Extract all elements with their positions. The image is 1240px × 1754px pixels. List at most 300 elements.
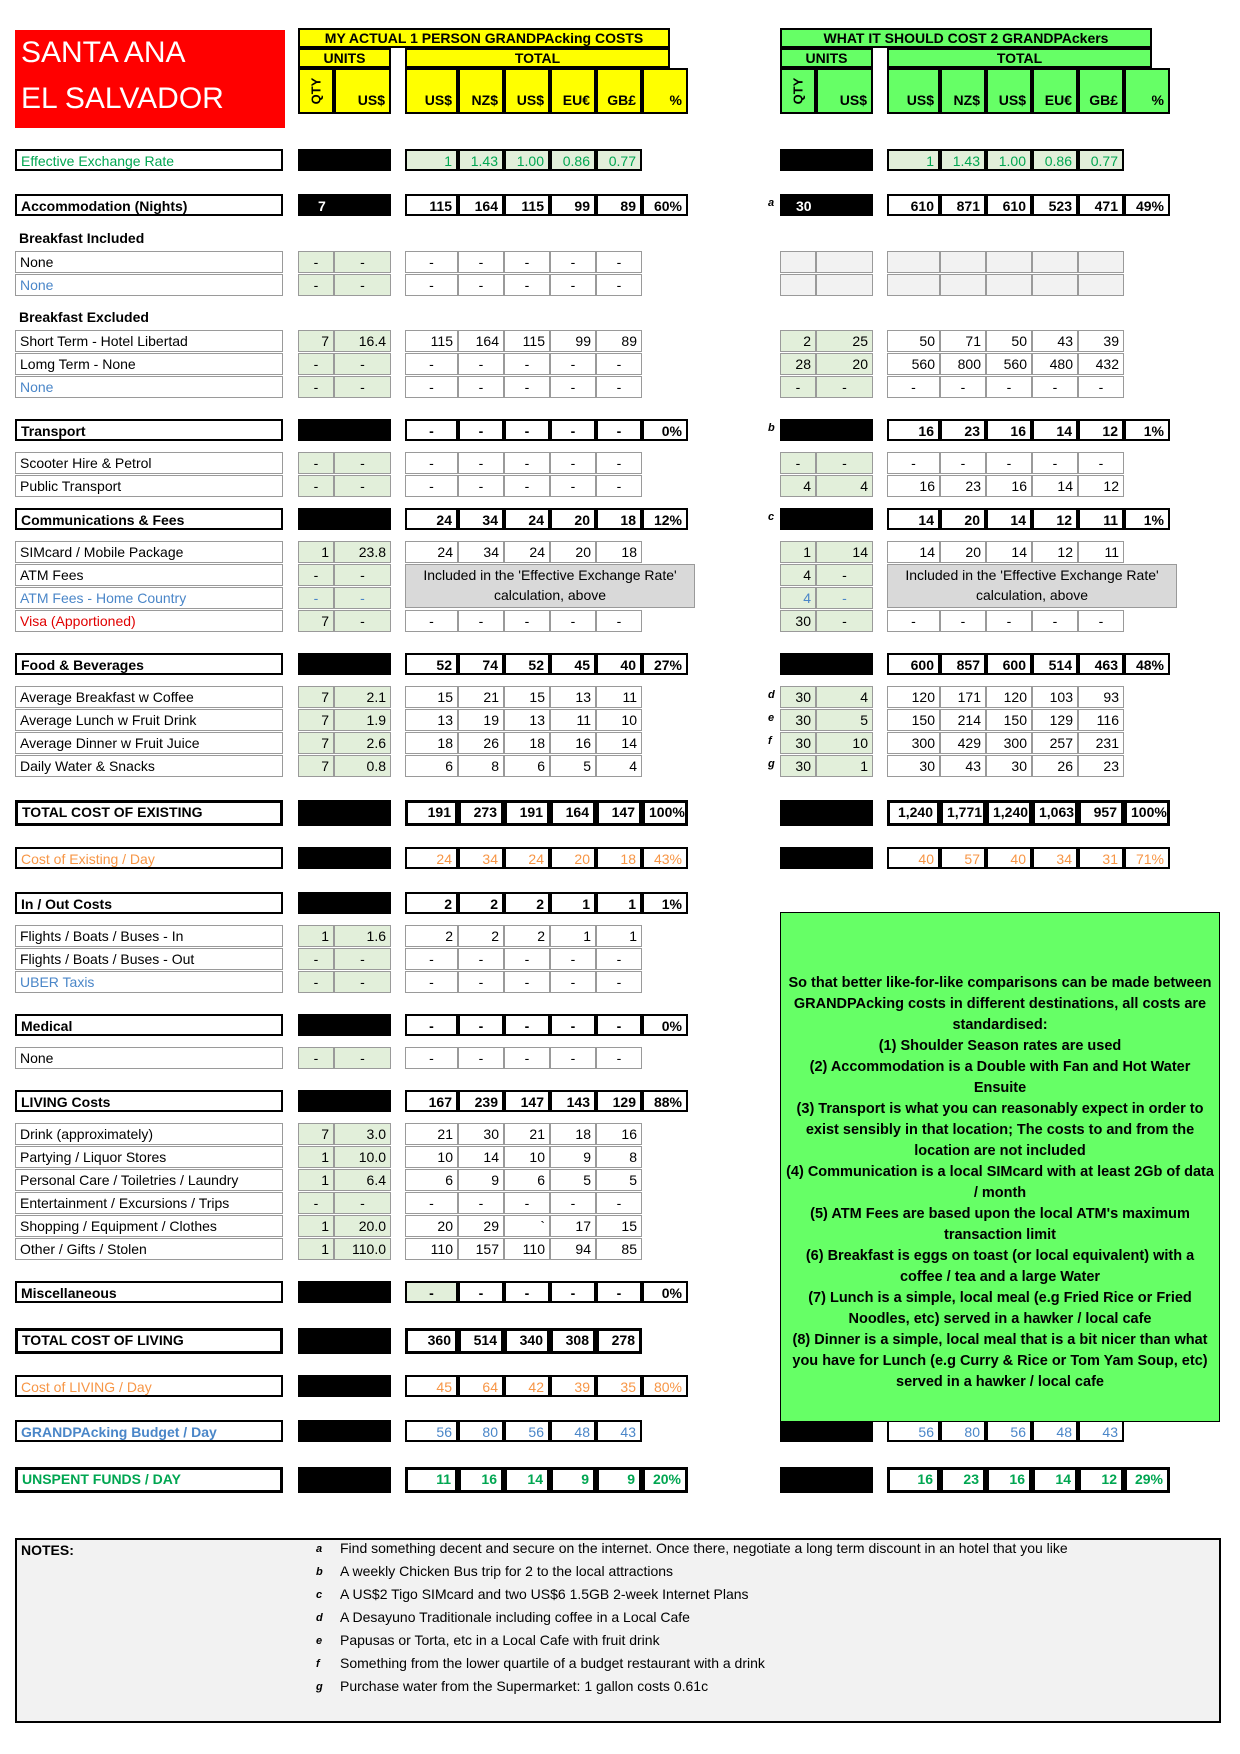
note-text-0: Find something decent and secure on the internet. Once there, negotiate a long term discount in an hotel that you like — [340, 1540, 1068, 1556]
left-value-32-3: 9 — [550, 1146, 596, 1168]
left-value-16-3: - — [550, 610, 596, 632]
should-col-header-0: US$ — [887, 68, 940, 114]
left-value-26-0: - — [405, 948, 458, 970]
right-value-3-2 — [986, 251, 1032, 273]
left-qty-4: - — [298, 274, 334, 296]
left-value-4-4: - — [596, 274, 642, 296]
right-value-19-0: 150 — [887, 709, 940, 731]
left-merged-line-0: Included in the 'Effective Exchange Rate' — [423, 567, 677, 583]
left-value-31-2: 21 — [504, 1123, 550, 1145]
row-label-15: ATM Fees - Home Country — [15, 587, 283, 609]
right-value-0-2: 1.00 — [986, 149, 1032, 171]
right-value-20-4: 231 — [1078, 732, 1124, 754]
right-value-16-4: - — [1078, 610, 1124, 632]
left-value-12-3: 20 — [550, 508, 596, 530]
left-value-39-1: 64 — [458, 1375, 504, 1397]
left-value-8-0: - — [405, 376, 458, 398]
left-qty-7: - — [298, 353, 334, 375]
right-value-7-4: 432 — [1078, 353, 1124, 375]
right-value-22-3: 1,063 — [1032, 800, 1078, 826]
row-mark-21: g — [768, 758, 775, 770]
right-value-11-3: 14 — [1032, 475, 1078, 497]
left-unit-usd-11: - — [334, 475, 391, 497]
left-qty-25: 1 — [298, 925, 334, 947]
row-label-5: Breakfast Excluded — [19, 309, 149, 325]
right-units-black-40 — [780, 1420, 873, 1442]
row-label-34: Entertainment / Excursions / Trips — [15, 1192, 283, 1214]
left-value-31-0: 21 — [405, 1123, 458, 1145]
left-value-16-1: - — [458, 610, 504, 632]
row-label-17: Food & Beverages — [15, 653, 283, 675]
row-label-8: None — [15, 376, 283, 398]
row-label-36: Other / Gifts / Stolen — [15, 1238, 283, 1260]
right-value-12-2: 14 — [986, 508, 1032, 530]
left-value-6-4: 89 — [596, 330, 642, 352]
left-value-22-2: 191 — [504, 800, 550, 826]
left-units-black-28 — [298, 1014, 391, 1036]
left-unit-usd-10: - — [334, 452, 391, 474]
left-value-7-3: - — [550, 353, 596, 375]
left-value-22-5: 100% — [642, 800, 688, 826]
left-value-20-1: 26 — [458, 732, 504, 754]
right-qty-13: 1 — [780, 541, 816, 563]
right-value-9-1: 23 — [940, 419, 986, 441]
left-value-21-4: 4 — [596, 755, 642, 777]
right-units-black-41 — [780, 1467, 873, 1493]
right-value-41-0: 16 — [887, 1467, 940, 1493]
row-label-35: Shopping / Equipment / Clothes — [15, 1215, 283, 1237]
standardisation-line-0: So that better like-for-like comparisons can be made between GRANDPAcking costs in different destinations, all costs are standardised: — [788, 975, 1212, 1033]
left-value-13-4: 18 — [596, 541, 642, 563]
left-value-6-0: 115 — [405, 330, 458, 352]
right-value-23-3: 34 — [1032, 847, 1078, 869]
left-value-9-5: 0% — [642, 419, 688, 441]
left-value-29-2: - — [504, 1047, 550, 1069]
left-value-19-1: 19 — [458, 709, 504, 731]
right-value-22-4: 957 — [1078, 800, 1124, 826]
row-label-18: Average Breakfast w Coffee — [15, 686, 283, 708]
right-qty-14: 4 — [780, 564, 816, 586]
left-value-25-1: 2 — [458, 925, 504, 947]
left-value-40-4: 43 — [596, 1420, 642, 1442]
row-label-14: ATM Fees — [15, 564, 283, 586]
right-value-22-0: 1,240 — [887, 800, 940, 826]
right-value-9-4: 12 — [1078, 419, 1124, 441]
left-value-29-1: - — [458, 1047, 504, 1069]
right-qty-8: - — [780, 376, 816, 398]
left-unit-usd-19: 1.9 — [334, 709, 391, 731]
left-value-24-0: 2 — [405, 892, 458, 914]
right-value-10-4: - — [1078, 452, 1124, 474]
right-value-8-4: - — [1078, 376, 1124, 398]
left-value-0-2: 1.00 — [504, 149, 550, 171]
left-value-13-1: 34 — [458, 541, 504, 563]
right-qty-10: - — [780, 452, 816, 474]
left-value-23-1: 34 — [458, 847, 504, 869]
left-value-39-3: 39 — [550, 1375, 596, 1397]
left-unit-usd-20: 2.6 — [334, 732, 391, 754]
standardisation-note-box — [780, 912, 1220, 1422]
right-value-3-3 — [1032, 251, 1078, 273]
left-unit-usd-18: 2.1 — [334, 686, 391, 708]
left-unit-usd-21: 0.8 — [334, 755, 391, 777]
row-label-20: Average Dinner w Fruit Juice — [15, 732, 283, 754]
left-value-20-4: 14 — [596, 732, 642, 754]
left-qty-6: 7 — [298, 330, 334, 352]
left-qty-29: - — [298, 1047, 334, 1069]
right-unit-usd-3 — [816, 251, 873, 273]
right-units-black-1: 30 — [780, 194, 873, 216]
left-value-3-3: - — [550, 251, 596, 273]
left-value-34-2: - — [504, 1192, 550, 1214]
right-value-11-2: 16 — [986, 475, 1032, 497]
right-value-6-0: 50 — [887, 330, 940, 352]
right-value-9-2: 16 — [986, 419, 1032, 441]
left-qty-8: - — [298, 376, 334, 398]
actual-col-header-1: NZ$ — [458, 68, 504, 114]
standardisation-line-7: (7) Lunch is a simple, local meal (e.g Fried Rice or Fried Noodles, etc) served in a hawker / local cafe — [808, 1290, 1192, 1327]
left-units-black-41 — [298, 1467, 391, 1493]
right-value-41-4: 12 — [1078, 1467, 1124, 1493]
left-value-4-0: - — [405, 274, 458, 296]
right-value-41-5: 29% — [1124, 1467, 1170, 1493]
right-value-19-4: 116 — [1078, 709, 1124, 731]
right-value-0-0: 1 — [887, 149, 940, 171]
left-qty-34: - — [298, 1192, 334, 1214]
left-value-39-0: 45 — [405, 1375, 458, 1397]
standardisation-line-1: (1) Shoulder Season rates are used — [878, 1038, 1122, 1054]
right-value-23-1: 57 — [940, 847, 986, 869]
row-label-37: Miscellaneous — [15, 1281, 283, 1303]
right-value-21-1: 43 — [940, 755, 986, 777]
right-qty-7: 28 — [780, 353, 816, 375]
right-value-21-0: 30 — [887, 755, 940, 777]
left-value-33-0: 6 — [405, 1169, 458, 1191]
left-value-12-5: 12% — [642, 508, 688, 530]
left-unit-usd-31: 3.0 — [334, 1123, 391, 1145]
left-unit-usd-33: 6.4 — [334, 1169, 391, 1191]
left-value-39-2: 42 — [504, 1375, 550, 1397]
left-value-23-2: 24 — [504, 847, 550, 869]
left-value-7-2: - — [504, 353, 550, 375]
row-label-21: Daily Water & Snacks — [15, 755, 283, 777]
right-value-10-3: - — [1032, 452, 1078, 474]
row-label-0: Effective Exchange Rate — [15, 149, 283, 171]
row-label-1: Accommodation (Nights) — [15, 194, 283, 216]
row-mark-12: c — [768, 511, 775, 523]
should-units-header: UNITS — [780, 48, 873, 68]
right-unit-usd-21: 1 — [816, 755, 873, 777]
should-col-header-2: US$ — [986, 68, 1032, 114]
right-value-20-2: 300 — [986, 732, 1032, 754]
left-units-black-22 — [298, 800, 391, 826]
left-value-17-3: 45 — [550, 653, 596, 675]
left-value-41-1: 16 — [458, 1467, 504, 1493]
left-value-29-4: - — [596, 1047, 642, 1069]
left-value-28-3: - — [550, 1014, 596, 1036]
actual-title: MY ACTUAL 1 PERSON GRANDPAcking COSTS — [298, 28, 670, 48]
standardisation-line-5: (5) ATM Fees are based upon the local ATM's maximum transaction limit — [810, 1206, 1190, 1243]
right-value-12-5: 1% — [1124, 508, 1170, 530]
right-merged-line-1: calculation, above — [975, 587, 1089, 603]
left-value-0-4: 0.77 — [596, 149, 642, 171]
row-label-33: Personal Care / Toiletries / Laundry — [15, 1169, 283, 1191]
left-value-1-4: 89 — [596, 194, 642, 216]
left-qty-14: - — [298, 564, 334, 586]
row-label-25: Flights / Boats / Buses - In — [15, 925, 283, 947]
row-label-24: In / Out Costs — [15, 892, 283, 914]
note-mark-0: a — [316, 1543, 323, 1555]
title-line-2: EL SALVADOR — [21, 82, 224, 115]
left-value-29-3: - — [550, 1047, 596, 1069]
left-value-34-0: - — [405, 1192, 458, 1214]
right-value-18-0: 120 — [887, 686, 940, 708]
right-value-17-0: 600 — [887, 653, 940, 675]
left-value-8-1: - — [458, 376, 504, 398]
row-label-30: LIVING Costs — [15, 1090, 283, 1112]
left-value-31-1: 30 — [458, 1123, 504, 1145]
left-value-32-0: 10 — [405, 1146, 458, 1168]
actual-usd-unit-header: US$ — [334, 68, 391, 114]
should-qty-label: QTY — [790, 77, 806, 105]
right-value-18-4: 93 — [1078, 686, 1124, 708]
right-value-40-3: 48 — [1032, 1420, 1078, 1442]
right-value-9-3: 14 — [1032, 419, 1078, 441]
right-unit-usd-13: 14 — [816, 541, 873, 563]
right-value-17-3: 514 — [1032, 653, 1078, 675]
right-value-10-2: - — [986, 452, 1032, 474]
right-value-1-3: 523 — [1032, 194, 1078, 216]
left-value-26-3: - — [550, 948, 596, 970]
standardisation-line-6: (6) Breakfast is eggs on toast (or local equivalent) with a coffee / tea and a large Water — [805, 1248, 1195, 1285]
left-value-23-4: 18 — [596, 847, 642, 869]
left-value-24-5: 1% — [642, 892, 688, 914]
right-qty-20: 30 — [780, 732, 816, 754]
left-value-36-0: 110 — [405, 1238, 458, 1260]
left-units-black-40 — [298, 1420, 391, 1442]
should-col-header-3: EU€ — [1032, 68, 1078, 114]
left-value-18-0: 15 — [405, 686, 458, 708]
right-value-21-4: 23 — [1078, 755, 1124, 777]
left-value-35-2: ` — [504, 1215, 550, 1237]
left-value-18-2: 15 — [504, 686, 550, 708]
left-value-41-4: 9 — [596, 1467, 642, 1493]
left-value-31-3: 18 — [550, 1123, 596, 1145]
left-qty-11: - — [298, 475, 334, 497]
left-units-black-30 — [298, 1090, 391, 1112]
left-value-27-3: - — [550, 971, 596, 993]
left-value-7-4: - — [596, 353, 642, 375]
right-value-6-1: 71 — [940, 330, 986, 352]
left-value-0-1: 1.43 — [458, 149, 504, 171]
left-value-13-0: 24 — [405, 541, 458, 563]
right-value-3-1 — [940, 251, 986, 273]
left-qty-18: 7 — [298, 686, 334, 708]
left-qty-27: - — [298, 971, 334, 993]
left-value-37-5: 0% — [642, 1281, 688, 1303]
right-value-0-1: 1.43 — [940, 149, 986, 171]
row-label-11: Public Transport — [15, 475, 283, 497]
left-value-17-1: 74 — [458, 653, 504, 675]
left-value-29-0: - — [405, 1047, 458, 1069]
right-value-1-4: 471 — [1078, 194, 1124, 216]
left-value-28-5: 0% — [642, 1014, 688, 1036]
standardisation-line-4: (4) Communication is a local SIMcard with at least 2Gb of data / month — [786, 1164, 1214, 1201]
right-unit-usd-6: 25 — [816, 330, 873, 352]
right-unit-usd-4 — [816, 274, 873, 296]
note-mark-1: b — [316, 1566, 323, 1578]
left-value-34-4: - — [596, 1192, 642, 1214]
left-value-18-3: 13 — [550, 686, 596, 708]
should-total-header: TOTAL — [887, 48, 1152, 68]
right-value-40-0: 56 — [887, 1420, 940, 1442]
left-value-17-2: 52 — [504, 653, 550, 675]
left-unit-usd-3: - — [334, 251, 391, 273]
right-qty-3 — [780, 251, 816, 273]
left-qty-20: 7 — [298, 732, 334, 754]
left-value-35-1: 29 — [458, 1215, 504, 1237]
left-value-38-4: 278 — [596, 1328, 642, 1354]
left-value-35-3: 17 — [550, 1215, 596, 1237]
note-mark-3: d — [316, 1612, 323, 1624]
left-value-23-5: 43% — [642, 847, 688, 869]
left-value-7-0: - — [405, 353, 458, 375]
left-value-41-0: 11 — [405, 1467, 458, 1493]
left-value-40-3: 48 — [550, 1420, 596, 1442]
should-usd-unit-header: US$ — [816, 68, 873, 114]
left-value-1-5: 60% — [642, 194, 688, 216]
right-value-8-2: - — [986, 376, 1032, 398]
left-value-32-2: 10 — [504, 1146, 550, 1168]
actual-total-header: TOTAL — [405, 48, 670, 68]
right-value-20-3: 257 — [1032, 732, 1078, 754]
left-value-10-4: - — [596, 452, 642, 474]
right-value-20-0: 300 — [887, 732, 940, 754]
right-qty-19: 30 — [780, 709, 816, 731]
right-units-black-0 — [780, 149, 873, 171]
left-value-11-0: - — [405, 475, 458, 497]
left-value-24-4: 1 — [596, 892, 642, 914]
row-label-22: TOTAL COST OF EXISTING — [15, 800, 283, 826]
right-unit-usd-20: 10 — [816, 732, 873, 754]
left-value-26-1: - — [458, 948, 504, 970]
right-qty-6: 2 — [780, 330, 816, 352]
left-value-40-1: 80 — [458, 1420, 504, 1442]
standardisation-line-2: (2) Accommodation is a Double with Fan and Hot Water Ensuite — [809, 1059, 1191, 1096]
right-merged-line-0: Included in the 'Effective Exchange Rate' — [905, 567, 1159, 583]
left-value-22-3: 164 — [550, 800, 596, 826]
left-value-28-4: - — [596, 1014, 642, 1036]
note-mark-2: c — [316, 1589, 323, 1601]
left-value-10-2: - — [504, 452, 550, 474]
left-units-black-37 — [298, 1281, 391, 1303]
left-value-26-2: - — [504, 948, 550, 970]
left-unit-usd-35: 20.0 — [334, 1215, 391, 1237]
right-value-7-3: 480 — [1032, 353, 1078, 375]
right-value-12-0: 14 — [887, 508, 940, 530]
left-value-28-1: - — [458, 1014, 504, 1036]
note-text-5: Something from the lower quartile of a budget restaurant with a drink — [340, 1655, 765, 1671]
right-value-0-4: 0.77 — [1078, 149, 1124, 171]
right-value-23-5: 71% — [1124, 847, 1170, 869]
note-mark-6: g — [316, 1681, 323, 1693]
left-value-11-4: - — [596, 475, 642, 497]
left-value-12-2: 24 — [504, 508, 550, 530]
left-qty-19: 7 — [298, 709, 334, 731]
left-value-12-0: 24 — [405, 508, 458, 530]
should-title: WHAT IT SHOULD COST 2 GRANDPAckers — [780, 28, 1152, 48]
left-value-10-0: - — [405, 452, 458, 474]
left-value-9-3: - — [550, 419, 596, 441]
left-value-27-0: - — [405, 971, 458, 993]
left-unit-usd-27: - — [334, 971, 391, 993]
row-label-12: Communications & Fees — [15, 508, 283, 530]
right-value-3-4 — [1078, 251, 1124, 273]
left-unit-usd-4: - — [334, 274, 391, 296]
left-value-30-0: 167 — [405, 1090, 458, 1112]
right-unit-usd-14: - — [816, 564, 873, 586]
left-value-10-3: - — [550, 452, 596, 474]
right-value-22-5: 100% — [1124, 800, 1170, 826]
right-value-16-0: - — [887, 610, 940, 632]
left-value-7-1: - — [458, 353, 504, 375]
left-value-34-3: - — [550, 1192, 596, 1214]
row-label-13: SIMcard / Mobile Package — [15, 541, 283, 563]
right-value-8-1: - — [940, 376, 986, 398]
right-value-18-3: 103 — [1032, 686, 1078, 708]
right-unit-usd-16: - — [816, 610, 873, 632]
left-value-35-4: 15 — [596, 1215, 642, 1237]
left-value-21-2: 6 — [504, 755, 550, 777]
note-text-6: Purchase water from the Supermarket: 1 gallon costs 0.61c — [340, 1678, 709, 1694]
left-value-28-2: - — [504, 1014, 550, 1036]
right-qty-18: 30 — [780, 686, 816, 708]
left-value-36-4: 85 — [596, 1238, 642, 1260]
left-value-9-0: - — [405, 419, 458, 441]
row-label-10: Scooter Hire & Petrol — [15, 452, 283, 474]
left-value-39-4: 35 — [596, 1375, 642, 1397]
row-label-16: Visa (Apportioned) — [15, 610, 283, 632]
right-value-13-4: 11 — [1078, 541, 1124, 563]
left-value-3-1: - — [458, 251, 504, 273]
right-value-12-3: 12 — [1032, 508, 1078, 530]
left-value-3-2: - — [504, 251, 550, 273]
left-value-23-0: 24 — [405, 847, 458, 869]
left-value-36-2: 110 — [504, 1238, 550, 1260]
should-col-header-4: GB£ — [1078, 68, 1124, 114]
right-unit-usd-19: 5 — [816, 709, 873, 731]
note-text-4: Papusas or Torta, etc in a Local Cafe with fruit drink — [340, 1632, 660, 1648]
right-value-23-2: 40 — [986, 847, 1032, 869]
left-unit-usd-6: 16.4 — [334, 330, 391, 352]
left-value-4-3: - — [550, 274, 596, 296]
left-unit-usd-34: - — [334, 1192, 391, 1214]
note-text-3: A Desayuno Traditionale including coffee in a Local Cafe — [340, 1609, 690, 1625]
right-value-16-2: - — [986, 610, 1032, 632]
left-value-16-0: - — [405, 610, 458, 632]
right-value-4-2 — [986, 274, 1032, 296]
left-units-black-1: 7 — [298, 194, 391, 216]
left-units-black-24 — [298, 892, 391, 914]
row-label-32: Partying / Liquor Stores — [15, 1146, 283, 1168]
left-units-black-9 — [298, 419, 391, 441]
right-value-10-1: - — [940, 452, 986, 474]
right-value-1-0: 610 — [887, 194, 940, 216]
row-mark-19: e — [768, 712, 775, 724]
row-label-19: Average Lunch w Fruit Drink — [15, 709, 283, 731]
left-value-27-1: - — [458, 971, 504, 993]
right-value-4-4 — [1078, 274, 1124, 296]
